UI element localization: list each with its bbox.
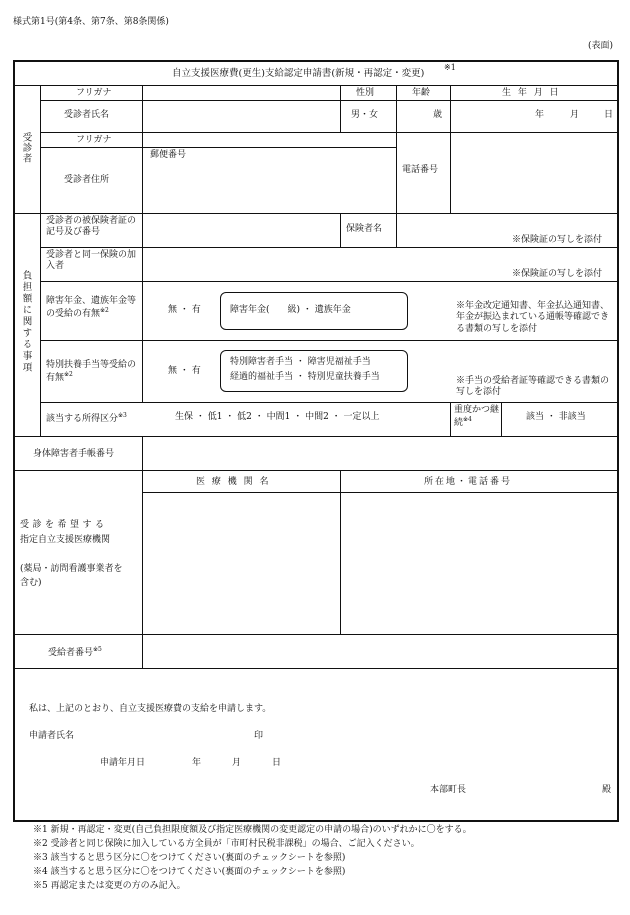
footnote-5: ※5 再認定または変更の方のみ記入。 bbox=[33, 881, 186, 891]
special-choice[interactable]: 無 ・ 有 bbox=[168, 366, 201, 376]
institution-name-header: 医 療 機 関 名 bbox=[196, 477, 271, 487]
attach-note-1: ※保険証の写しを添付 bbox=[512, 235, 603, 245]
form-number: 様式第1号(第4条、第7条、第8条関係) bbox=[13, 17, 169, 27]
sex-label: 性別 bbox=[356, 88, 375, 98]
pension-note: ※年金改定通知書、年金払込通知書、年金が振込まれている通帳等確認できる書類の写しを添付 bbox=[456, 301, 610, 334]
postal-label: 郵便番号 bbox=[150, 150, 187, 160]
applicant-name-field[interactable] bbox=[90, 728, 250, 744]
form-title: 自立支援医療費(更生)支給認定申請書(新規・再認定・変更) bbox=[172, 68, 425, 79]
burden-section-label: 負担額に関する事項 bbox=[20, 270, 32, 374]
application-date-label: 申請年月日 bbox=[100, 758, 146, 768]
sex-choice[interactable]: 男・女 bbox=[351, 110, 379, 120]
recipient-label: 受給者番号$^{※5}$ bbox=[48, 646, 102, 658]
application-month: 月 bbox=[232, 758, 242, 768]
furigana-label: フリガナ bbox=[76, 88, 112, 98]
severe-label: 重度かつ継続$^{※4}$ bbox=[454, 405, 500, 429]
insured-label: 受診者の被保険者証の記号及び番号 bbox=[46, 216, 137, 238]
severe-options[interactable]: 該当 ・ 非該当 bbox=[526, 412, 586, 422]
recipient-field[interactable] bbox=[143, 635, 618, 667]
addressee: 本部町長 bbox=[430, 785, 467, 795]
applicant-label: 申請者氏名 bbox=[29, 731, 75, 741]
honorific: 殿 bbox=[602, 785, 612, 795]
age-label: 年齢 bbox=[412, 88, 431, 98]
institution-label-2: 指定自立支援医療機関 bbox=[20, 535, 111, 545]
insurer-label: 保険者名 bbox=[346, 224, 383, 234]
phone-label: 電話番号 bbox=[402, 165, 439, 175]
side-label: (表面) bbox=[588, 41, 614, 51]
same-insurance-label: 受診者と同一保険の加入者 bbox=[46, 250, 137, 272]
declaration-statement: 私は、上記のとおり、自立支援医療費の支給を申請します。 bbox=[29, 704, 272, 714]
dob-year: 年 bbox=[535, 110, 545, 120]
handbook-label: 身体障害者手帳番号 bbox=[33, 449, 115, 459]
attach-note-2: ※保険証の写しを添付 bbox=[512, 269, 603, 279]
insured-number-field[interactable] bbox=[143, 214, 339, 246]
footnote-2: ※2 受診者と同じ保険に加入している方全員が「市町村民税非課税」の場合、ご記入ください。 bbox=[33, 839, 420, 849]
special-line-2[interactable]: 経過的福祉手当 ・ 特別児童扶養手当 bbox=[230, 372, 380, 382]
special-note: ※手当の受給者証等確認できる書類の写しを添付 bbox=[456, 376, 610, 398]
institution-label-3: (薬局・訪問看護事業者を bbox=[20, 564, 123, 574]
special-line-1[interactable]: 特別障害者手当 ・ 障害児福祉手当 bbox=[230, 357, 371, 367]
institution-address-field[interactable] bbox=[341, 493, 618, 633]
handbook-field[interactable] bbox=[143, 437, 618, 469]
age-unit: 歳 bbox=[433, 110, 443, 120]
institution-address-header: 所在地・電話番号 bbox=[424, 477, 513, 487]
title-note-mark: ※1 bbox=[444, 63, 456, 72]
pension-choice[interactable]: 無 ・ 有 bbox=[168, 305, 201, 315]
patient-section-label: 受診者 bbox=[20, 132, 32, 164]
address-field[interactable] bbox=[143, 148, 395, 212]
dob-month: 月 bbox=[570, 110, 580, 120]
institution-label-1: 受診を希望する bbox=[20, 520, 108, 530]
income-label: 該当する所得区分$^{※3}$ bbox=[46, 412, 127, 424]
special-allowance-label: 特別扶養手当等受給の有無$^{※2}$ bbox=[46, 360, 137, 384]
furigana-label-2: フリガナ bbox=[76, 135, 112, 145]
income-options[interactable]: 生保 ・ 低1 ・ 低2 ・ 中間1 ・ 中間2 ・ 一定以上 bbox=[175, 412, 380, 422]
application-year: 年 bbox=[192, 758, 202, 768]
phone-field[interactable] bbox=[451, 133, 618, 212]
pension-label: 障害年金、遺族年金等の受給の有無$^{※2}$ bbox=[46, 296, 137, 320]
institution-name-field[interactable] bbox=[143, 493, 339, 633]
footnote-4: ※4 該当すると思う区分に〇をつけてください(裏面のチェックシートを参照) bbox=[33, 867, 346, 877]
footnote-1: ※1 新規・再認定・変更(自己負担限度額及び指定医療機関の変更認定の申請の場合)のいずれかに〇をする。 bbox=[33, 825, 472, 835]
application-day: 日 bbox=[272, 758, 282, 768]
dob-label: 生 年 月 日 bbox=[502, 88, 561, 98]
pension-types[interactable]: 障害年金( 級) ・ 遺族年金 bbox=[230, 305, 351, 315]
address-label: 受診者住所 bbox=[64, 175, 110, 185]
patient-name-label: 受診者氏名 bbox=[64, 110, 110, 120]
dob-day: 日 bbox=[604, 110, 614, 120]
seal-mark: 印 bbox=[254, 731, 264, 741]
institution-label-4: 含む) bbox=[20, 578, 42, 588]
footnote-3: ※3 該当すると思う区分に〇をつけてください(裏面のチェックシートを参照) bbox=[33, 853, 346, 863]
patient-name-field[interactable] bbox=[143, 101, 339, 131]
